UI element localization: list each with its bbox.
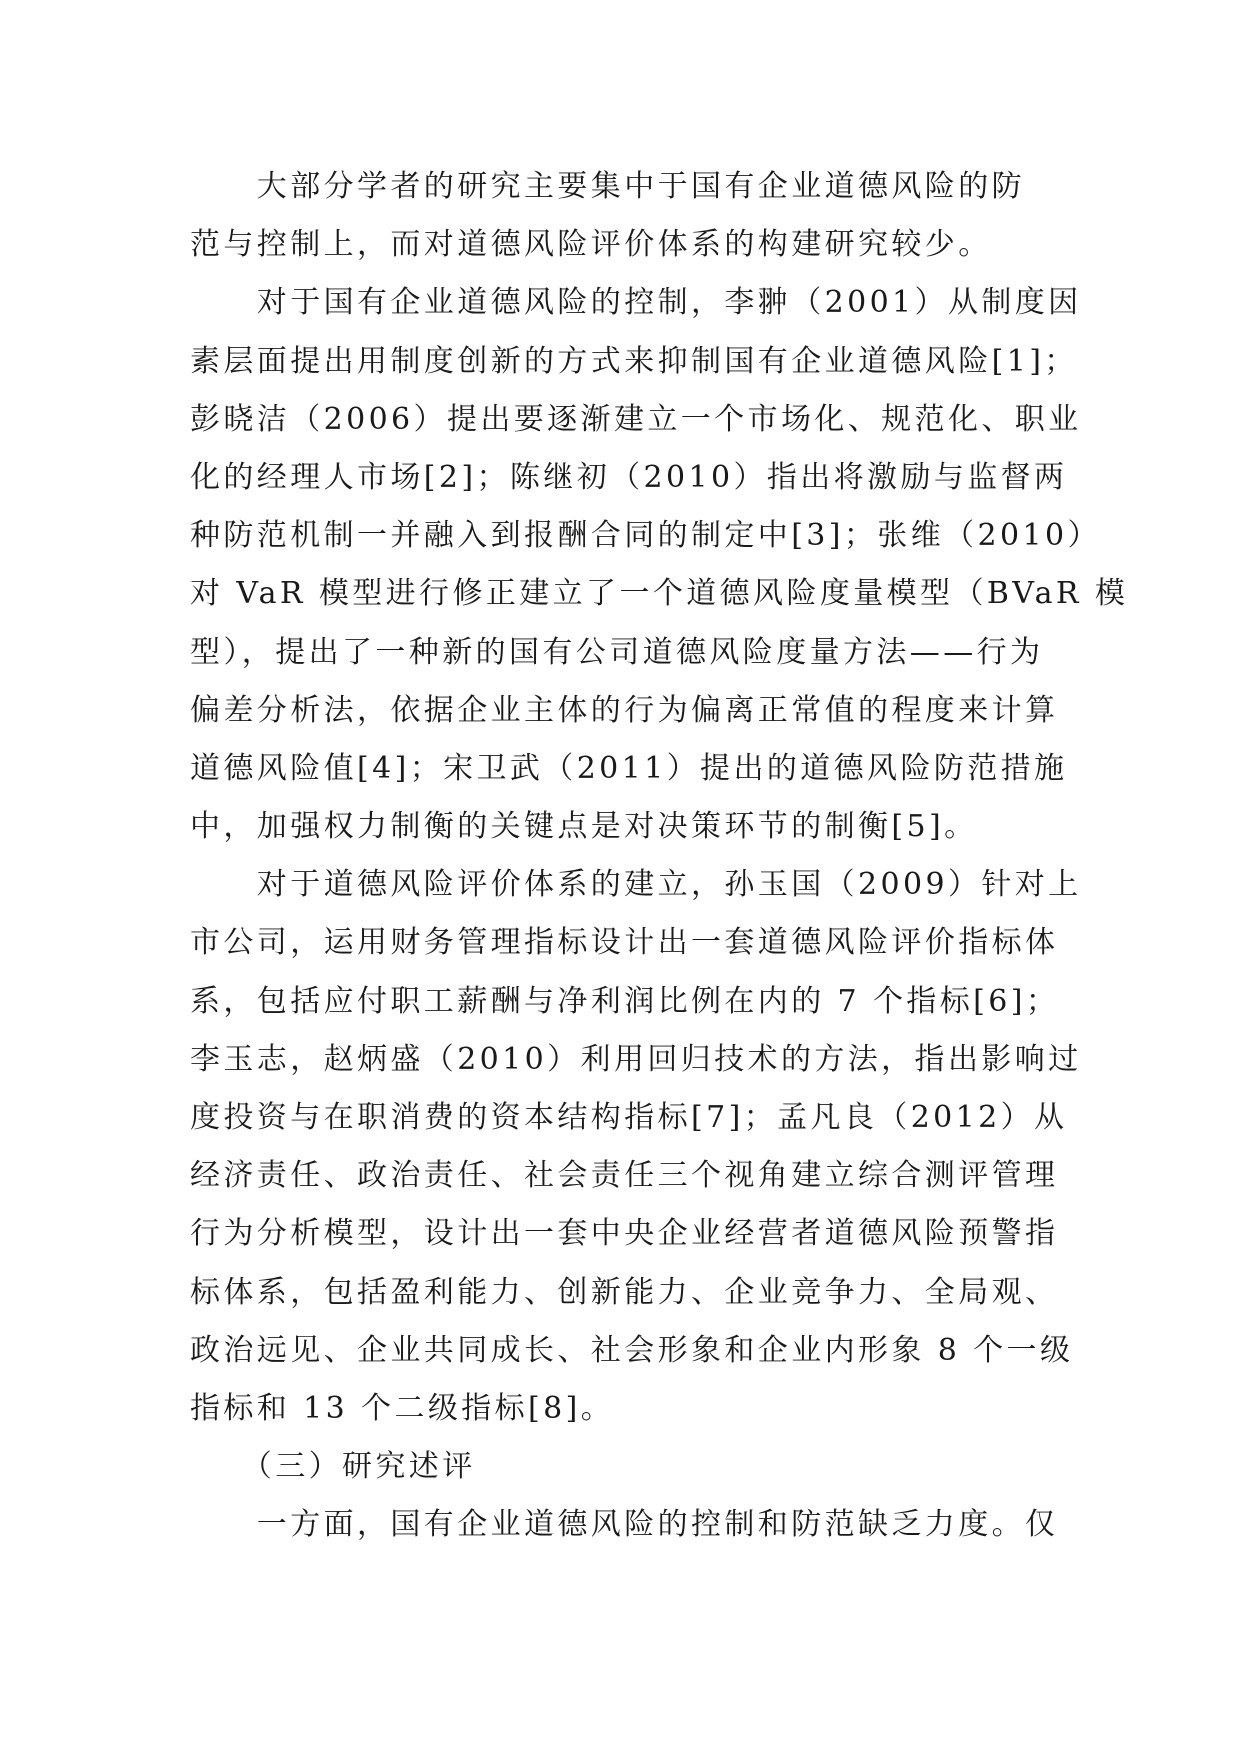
text-line: 素层面提出用制度创新的方式来抑制国有企业道德风险[1]；	[190, 343, 1078, 379]
text-line: 中，加强权力制衡的关键点是对决策环节的制衡[5]。	[190, 809, 978, 845]
text-line: 指标和 13 个二级指标[8]。	[190, 1390, 615, 1426]
section-heading: （三）研究述评	[190, 1449, 476, 1485]
text-line: 道德风险值[4]；宋卫武（2011）提出的道德风险防范措施	[190, 750, 1068, 786]
text-line: 对 VaR 模型进行修正建立了一个道德风险度量模型（BVaR 模	[190, 576, 1129, 612]
text-line: 一方面，国有企业道德风险的控制和防范缺乏力度。仅	[190, 1507, 1059, 1543]
text-line: 经济责任、政治责任、社会责任三个视角建立综合测评管理	[190, 1158, 1059, 1194]
body-text	[190, 158, 1129, 1555]
text-line: 政治远见、企业共同成长、社会形象和企业内形象 8 个一级	[190, 1332, 1074, 1368]
text-line: 化的经理人市场[2]；陈继初（2010）指出将激励与监督两	[190, 459, 1068, 495]
text-line: 度投资与在职消费的资本结构指标[7]；孟凡良（2012）从	[190, 1100, 1068, 1135]
text-line: 系，包括应付职工薪酬与净利润比例在内的 7 个指标[6]；	[190, 983, 1060, 1019]
text-line: 彭晓洁（2006）提出要逐渐建立一个市场化、规范化、职业	[190, 401, 1082, 437]
text-line: 对于国有企业道德风险的控制，李翀（2001）从制度因	[190, 285, 1082, 321]
text-line: 偏差分析法，依据企业主体的行为偏离正常值的程度来计算	[190, 692, 1059, 728]
text-line: 标体系，包括盈利能力、创新能力、企业竞争力、全局观、	[190, 1274, 1059, 1310]
text-line: 种防范机制一并融入到报酬合同的制定中[3]；张维（2010）	[190, 518, 1101, 554]
text-line: 市公司，运用财务管理指标设计出一套道德风险评价指标体	[190, 925, 1059, 961]
text-line: 行为分析模型，设计出一套中央企业经营者道德风险预警指	[190, 1216, 1059, 1252]
text-line: 范与控制上，而对道德风险评价体系的构建研究较少。	[190, 227, 992, 263]
text-line: 对于道德风险评价体系的建立，孙玉国（2009）针对上	[190, 867, 1082, 903]
text-line: 李玉志，赵炳盛（2010）利用回归技术的方法，指出影响过	[190, 1041, 1082, 1077]
text-line: 型），提出了一种新的国有公司道德风险度量方法——行为	[190, 634, 1044, 670]
text-line: 大部分学者的研究主要集中于国有企业道德风险的防	[190, 169, 1025, 204]
